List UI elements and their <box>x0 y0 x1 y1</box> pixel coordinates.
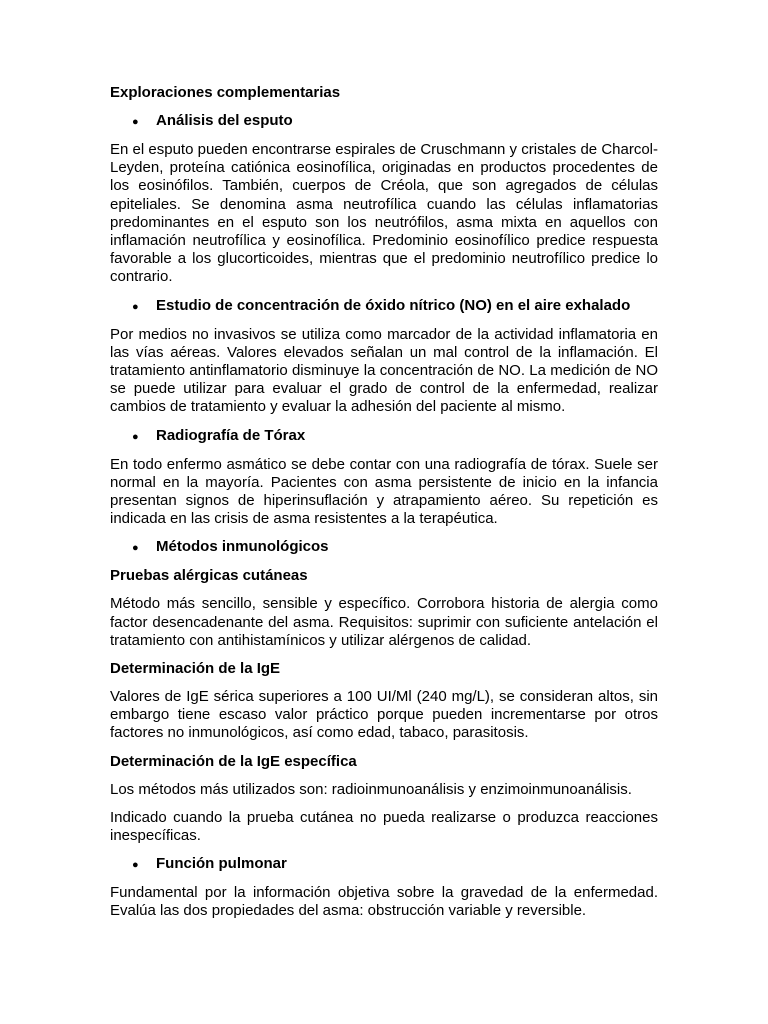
paragraph-pruebas: Método más sencillo, sensible y específico. Corrobora historia de alergia como factor desencadenante del asma. Requisitos: suprimir con suficiente antelación el tratamiento con antihistamínicos y utilizar alérgenos de calidad. <box>110 595 658 649</box>
bullet-heading-label: Análisis del esputo <box>156 112 293 129</box>
paragraph-no: Por medios no invasivos se utiliza como marcador de la actividad inflamatoria en las vías aéreas. Valores elevados señalan un mal control de la inflamación. El tratamiento antinflamatorio disminuye la concentración de NO. La medición de NO se puede utilizar para evaluar el grado de control de la enfermedad, realizar cambios de tratamiento y evaluar la adhesión del paciente al mismo. <box>110 325 658 416</box>
subheading-pruebas: Pruebas alérgicas cutáneas <box>110 567 308 585</box>
bullet-heading-pulmonar <box>110 855 658 874</box>
subheading-ige-especifica: Determinación de la IgE específica <box>110 752 357 770</box>
paragraph-ige: Valores de IgE sérica superiores a 100 UI/Ml (240 mg/L), se consideran altos, sin embargo tiene escaso valor práctico porque pueden incrementarse por otros factores no inmunológicos, así como edad, tabaco, parasitosis. <box>110 688 658 742</box>
bullet-heading-radiografia <box>110 427 658 446</box>
paragraph-esputo: En el esputo pueden encontrarse espirales de Cruschmann y cristales de Charcol-Leyden, proteína catiónica eosinofílica, originadas en productos procedentes de los eosinófilos. También, cuerpos de Créola, que son agregados de células epiteliales. Se denomina asma neutrofílica cuando las células inflamatorias predominantes en el esputo son los neutrófilos, asma mixta en aquellos con inflamación neutrofílica y eosinofílica. Predominio eosinofílico predice respuesta favorable a los glucorticoides, mientras que el predominio neutrofílico predice lo contrario. <box>110 141 658 286</box>
bullet-heading-no <box>110 297 658 316</box>
bullet-icon: ● <box>132 430 139 443</box>
paragraph-ige-especifica-1: Los métodos más utilizados son: radioinmunoanálisis y enzimoinmunoanálisis. <box>110 780 632 798</box>
bullet-heading-label: Métodos inmunológicos <box>156 538 329 556</box>
bullet-icon: ● <box>132 859 139 872</box>
bullet-icon: ● <box>132 116 139 128</box>
bullet-heading-label: Estudio de concentración de óxido nítrico (NO) en el aire exhalado <box>156 296 631 314</box>
bullet-icon: ● <box>132 300 139 313</box>
subheading-ige: Determinación de la IgE <box>110 660 281 678</box>
paragraph-ige-especifica-2: Indicado cuando la prueba cutánea no pueda realizarse o produzca reacciones inespecíficas. <box>110 808 658 845</box>
document-page <box>110 84 658 931</box>
page-title: Exploraciones complementarias <box>110 84 341 101</box>
bullet-heading-label: Función pulmonar <box>156 855 287 873</box>
bullet-heading-esputo <box>110 112 658 131</box>
paragraph-radiografia: En todo enfermo asmático se debe contar con una radiografía de tórax. Suele ser normal en la mayoría. Pacientes con asma persistente de inicio en la infancia presentan signos de hiperinsuflación y atrapamiento aéreo. Su repetición es indicada en las crisis de asma resistentes a la terapéutica. <box>110 455 658 528</box>
bullet-heading-inmunologicos <box>110 538 658 557</box>
bullet-icon: ● <box>132 542 139 555</box>
bullet-heading-label: Radiografía de Tórax <box>156 426 306 444</box>
paragraph-pulmonar: Fundamental por la información objetiva sobre la gravedad de la enfermedad. Evalúa las dos propiedades del asma: obstrucción variable y reversible. <box>110 884 658 920</box>
